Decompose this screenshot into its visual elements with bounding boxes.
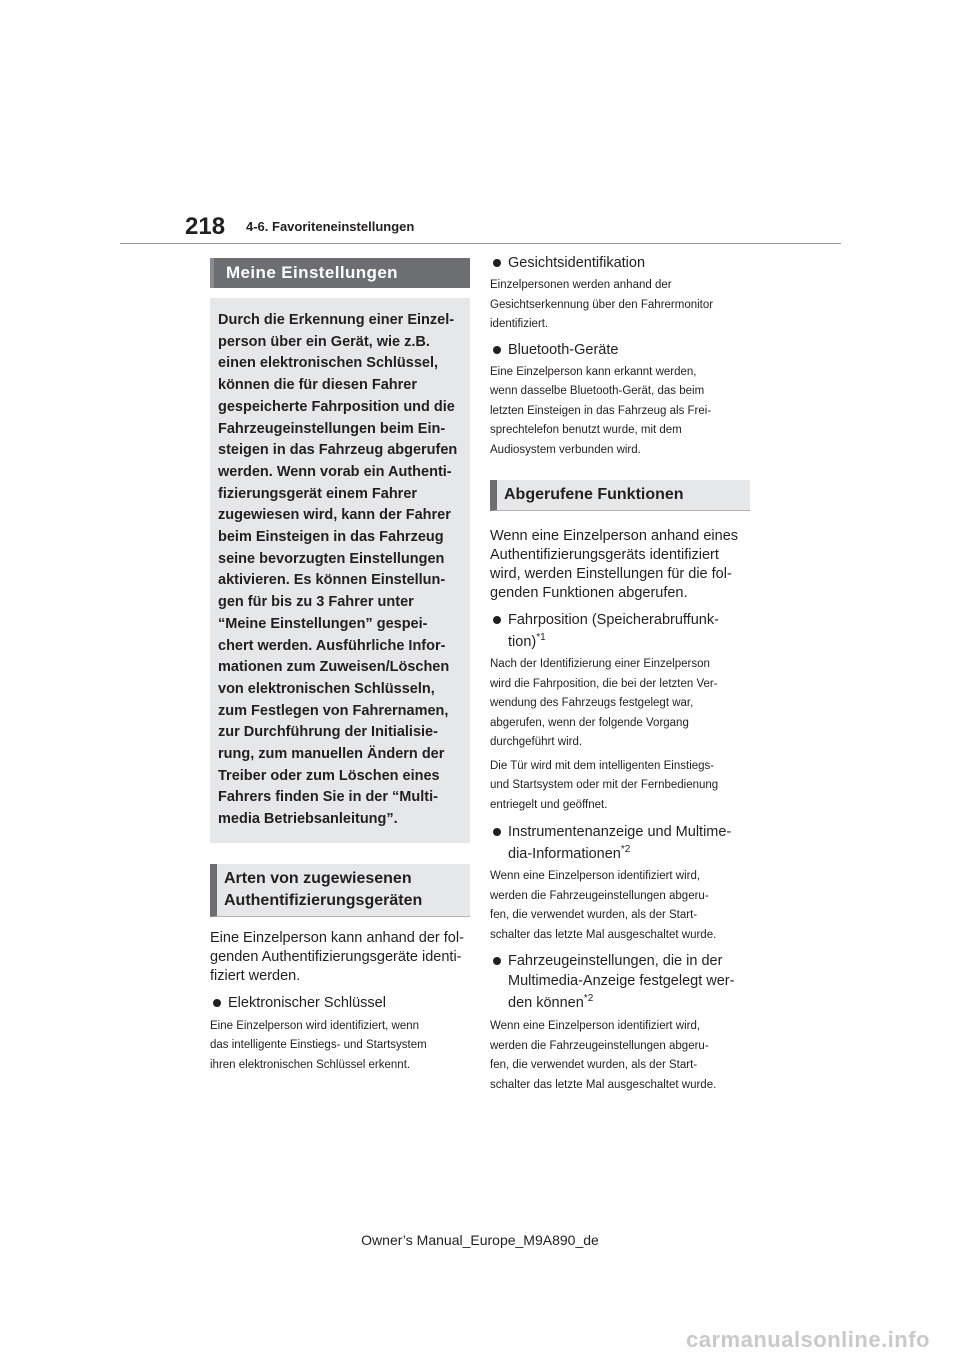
summary-line: Fahrers finden Sie in der “Multi- [218,789,438,806]
bullet-label: Fahrposition (Speicherabruffunk- [508,612,719,628]
heading-line: Authentifizierungsgeräten [224,891,423,909]
bullet-description [490,1017,750,1095]
footnote-marker: *2 [620,844,631,856]
summary-line: steigen in das Fahrzeug abgerufen [218,442,458,459]
text-line: wird die Fahrposition, die bei der letzten Ver- [490,677,718,690]
bullet-instrumentenanzeige [490,821,750,865]
text-line: fen, die verwendet wurden, als der Start- [490,909,698,921]
text-line: fen, die verwendet wurden, als der Start- [490,1059,698,1071]
bullet-bluetooth [490,341,750,360]
summary-line: rung, zum manuellen Ändern der [218,746,445,763]
bullet-label: Gesichtsidentifikation [508,255,646,271]
summary-line: Treiber oder zum Löschen eines [218,767,440,784]
bullet-dot-icon [213,999,221,1007]
bullet-label: tion) [508,634,537,650]
footnote-marker: *2 [583,993,594,1005]
left-column [210,258,470,1075]
summary-line: beim Einsteigen in das Fahrzeug [218,529,444,546]
bullet-fahrzeugeinstellungen [490,951,750,1015]
bullet-label: Bluetooth-Geräte [508,341,619,358]
bullet-label: Fahrzeugeinstellungen, die in der [508,953,723,969]
text-line: wird, werden Einstellungen für die fol- [490,566,732,582]
bullet-description [490,363,750,461]
text-line: werden die Fahrzeugeinstellungen abgeru- [490,1039,709,1052]
summary-line: media Betriebsanleitung”. [218,811,398,828]
summary-line: können die für diesen Fahrer [218,377,418,394]
heading-meine-einstellungen: Meine Einstellungen [210,258,470,288]
summary-line: person über ein Gerät, wie z.B. [218,333,430,350]
page-number: 218 [185,213,226,240]
bullet-fahrposition [490,609,750,653]
bullet-label-line [508,991,750,1015]
text-line: Die Tür wird mit dem intelligenten Einstiegs- [490,759,715,772]
header-divider [120,243,841,244]
text-line: ihren elektronischen Schlüssel erkennt. [210,1058,411,1071]
text-line: entriegelt und geöffnet. [490,798,608,811]
bullet-label: Multimedia-Anzeige festgelegt wer- [508,973,735,989]
text-line: Wenn eine Einzelperson anhand eines [490,528,739,544]
text-line: Wenn eine Einzelperson identifiziert wird, [490,870,701,882]
bullet-description [490,757,750,816]
bullet-description [490,655,750,753]
bullet-label: Elektronischer Schlüssel [228,994,386,1011]
text-line: durchgeführt wird. [490,736,583,748]
bullet-label: dia-Informationen [508,846,621,862]
bullet-dot-icon [493,259,501,267]
text-line: identifiziert. [490,318,549,330]
summary-line: werden. Wenn vorab ein Authenti- [218,463,452,480]
summary-line: von elektronischen Schlüsseln, [218,680,435,697]
bullet-label: den können [508,995,584,1011]
summary-line: einen elektronischen Schlüssel, [218,355,438,372]
text-line: Einzelpersonen werden anhand der [490,279,672,291]
bullet-dot-icon [493,346,501,354]
text-line: und Startsystem oder mit der Fernbedienung [490,779,719,791]
text-line: Nach der Identifizierung einer Einzelperson [490,658,710,670]
text-line: Eine Einzelperson kann anhand der fol- [210,929,464,946]
bullet-electronic-key [210,994,470,1013]
intro-paragraph [210,929,470,986]
text-line: letzten Einsteigen in das Fahrzeug als Frei- [490,404,712,417]
footnote-marker: *1 [536,632,546,644]
summary-line: aktivieren. Es können Einstellun- [218,572,446,589]
bullet-description [210,1017,470,1076]
summary-line: zugewiesen wird, kann der Fahrer [218,507,451,524]
bullet-dot-icon [493,616,501,624]
right-column [490,254,750,1095]
bullet-label-line [508,843,750,865]
text-line: abgerufen, wenn der folgende Vorgang [490,716,689,729]
text-line: werden die Fahrzeugeinstellungen abgeru- [490,889,709,902]
text-line: Eine Einzelperson kann erkannt werden, [490,365,697,378]
summary-line: seine bevorzugten Einstellungen [218,550,445,567]
text-line: Wenn eine Einzelperson identifiziert wird, [490,1020,701,1032]
summary-box [210,298,470,843]
bullet-description [490,276,750,335]
text-line: wendung des Fahrzeugs festgelegt war, [490,697,694,709]
text-line: Eine Einzelperson wird identifiziert, wenn [210,1019,420,1032]
summary-line: chert werden. Ausführliche Infor- [218,637,446,654]
summary-line: Durch die Erkennung einer Einzel- [218,312,455,328]
text-line: schalter das letzte Mal ausgeschaltet wurde. [490,928,717,941]
footer-manual-id: Owner’s Manual_Europe_M9A890_de [361,1232,599,1248]
summary-line: fizierungsgerät einem Fahrer [218,485,418,502]
summary-line: zur Durchführung der Initialisie- [218,724,438,741]
bullet-dot-icon [493,957,501,965]
section-title: 4-6. Favoriteneinstellungen [246,219,415,234]
text-line: genden Authentifizierungsgeräte identi- [210,948,462,965]
summary-line: zum Festlegen von Fahrernamen, [218,702,449,719]
text-line: sprechtelefon benutzt wurde, mit dem [490,424,682,436]
heading-line: Abgerufene Funktionen [504,486,684,503]
bullet-label-line [508,631,750,653]
summary-line: gen für bis zu 3 Fahrer unter [218,594,414,611]
summary-line: mationen zum Zuweisen/Löschen [218,659,450,676]
text-line: genden Funktionen abgerufen. [490,585,688,601]
text-line: wenn dasselbe Bluetooth-Gerät, das beim [490,385,705,397]
heading-line: Arten von zugewiesenen [224,869,412,887]
text-line: schalter das letzte Mal ausgeschaltet wurde. [490,1078,717,1091]
text-line: Authentifizierungsgeräts identifiziert [490,547,719,563]
intro-paragraph [490,527,750,603]
bullet-description [490,867,750,945]
text-line: Gesichtserkennung über den Fahrermonitor [490,298,714,311]
bullet-label: Instrumentenanzeige und Multime- [508,824,732,840]
summary-line: gespeicherte Fahrposition und die [218,398,455,415]
heading-authentication-devices [210,864,470,917]
summary-line: “Meine Einstellungen” gespei- [218,615,428,632]
summary-line: Fahrzeugeinstellungen beim Ein- [218,420,446,437]
bullet-face-id [490,254,750,273]
text-line: das intelligente Einstiegs- und Startsystem [210,1039,427,1052]
text-line: Audiosystem verbunden wird. [490,443,641,456]
heading-abgerufene-funktionen [490,480,750,511]
text-line: fiziert werden. [210,967,301,984]
bullet-dot-icon [493,828,501,836]
watermark: carmanualsonline.info [686,1327,930,1352]
